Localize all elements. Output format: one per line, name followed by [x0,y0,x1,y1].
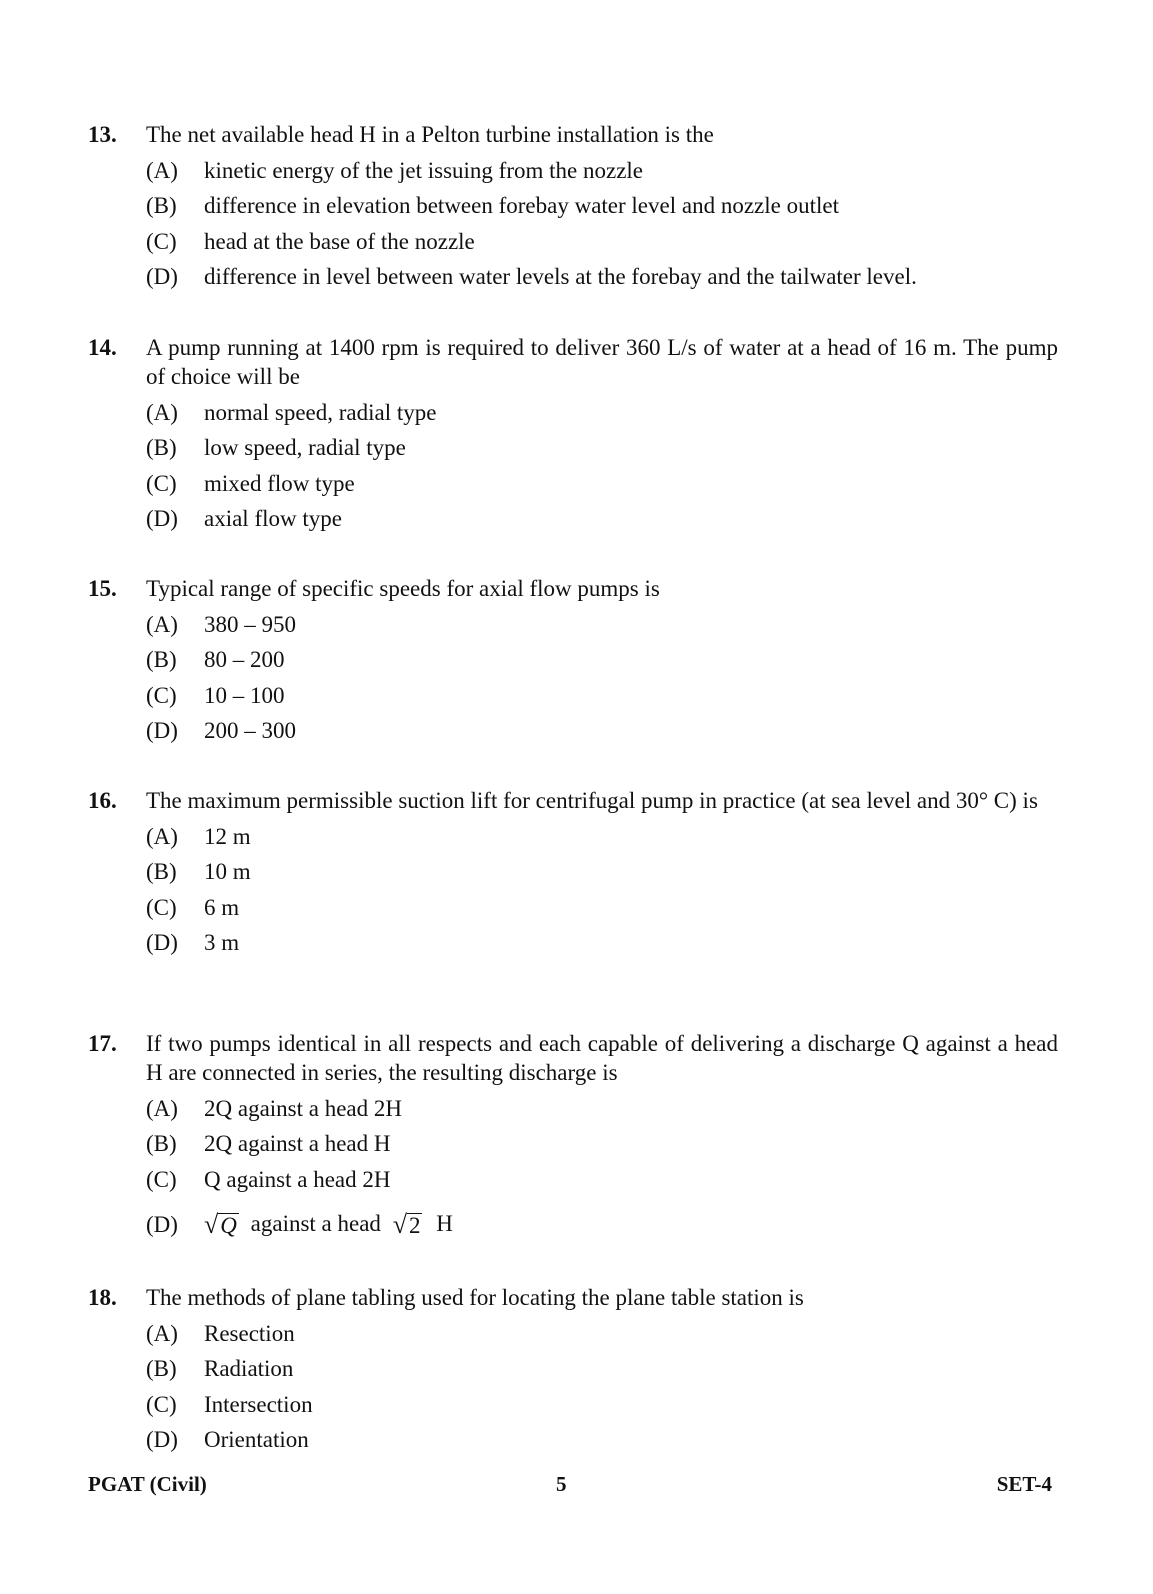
question-number: 18. [88,1285,117,1310]
question-17 [88,1029,1058,1252]
options-list [146,395,1058,537]
option-b [146,1352,1058,1388]
option-a [146,1091,1058,1127]
option-text: 380 – 950 [204,611,296,637]
option-label: (D) [146,264,178,290]
option-a [146,153,1058,189]
option-text: Orientation [204,1427,309,1453]
option-label: (A) [146,823,178,849]
option-label: (A) [146,399,178,425]
option-label: (A) [146,1095,178,1121]
radical-icon: √ [392,1210,407,1240]
square-root-2 [393,1212,423,1238]
option-text: kinetic energy of the jet issuing from the nozzle [204,157,643,183]
option-label: (C) [146,894,177,920]
option-a [146,819,1058,855]
option-text: difference in level between water levels at the forebay and the tailwater level. [204,264,917,290]
option-c [146,466,1058,502]
option-text: Intersection [204,1391,313,1417]
option-text: normal speed, radial type [204,399,437,425]
option-text: Q against a head 2H [204,1166,391,1192]
question-18 [88,1283,1058,1458]
option-b [146,189,1058,225]
option-label: (C) [146,1391,177,1417]
option-label: (B) [146,1131,177,1157]
question-text: The net available head H in a Pelton turbine installation is the [146,122,714,147]
option-label: (D) [146,718,178,744]
question-text: If two pumps identical in all respects and each capable of delivering a discharge Q against a head H are connected in series, the resulting discharge is [146,1031,1058,1085]
options-list [146,607,1058,749]
option-text: 10 m [204,859,251,885]
option-b [146,431,1058,467]
question-number: 13. [88,122,117,147]
option-text [204,1211,1058,1239]
option-d [146,714,1058,750]
option-label: (A) [146,1320,178,1346]
option-text: 3 m [204,930,240,956]
option-text: mixed flow type [204,470,355,496]
option-c [146,224,1058,260]
options-list [146,1316,1058,1458]
option-c [146,890,1058,926]
question-text: Typical range of specific speeds for axial flow pumps is [146,576,660,601]
radicand: 2 [408,1213,421,1239]
footer-set-code: SET-4 [996,1472,1052,1496]
option-text: 80 – 200 [204,647,285,673]
question-15 [88,574,1058,749]
option-suffix: H [436,1210,453,1236]
option-text: 2Q against a head 2H [204,1095,402,1121]
question-number: 14. [88,335,117,360]
option-label: (B) [146,859,177,885]
option-text: 6 m [204,894,240,920]
options-list [146,819,1058,961]
option-d [146,1198,1058,1252]
option-text: 10 – 100 [204,682,285,708]
footer-exam-name: PGAT (Civil) [88,1472,207,1496]
radical-icon: √ [204,1210,219,1240]
option-text: axial flow type [204,506,342,532]
options-list [146,153,1058,295]
page-number: 5 [556,1472,567,1496]
option-label: (A) [146,611,178,637]
option-a [146,395,1058,431]
option-label: (C) [146,228,177,254]
option-a [146,607,1058,643]
question-text: The methods of plane tabling used for locating the plane table station is [146,1285,804,1310]
option-d [146,926,1058,962]
option-c [146,678,1058,714]
option-label: (B) [146,193,177,219]
question-text: The maximum permissible suction lift for centrifugal pump in practice (at sea level and 30° C) is [146,788,1038,813]
option-b [146,855,1058,891]
option-label: (D) [146,1427,178,1453]
option-middle-text: against a head [250,1210,381,1236]
option-text: 200 – 300 [204,718,296,744]
option-label: (C) [146,682,177,708]
square-root-q [204,1212,239,1238]
option-text: low speed, radial type [204,435,406,461]
option-b [146,1127,1058,1163]
radicand: Q [220,1213,237,1239]
option-label: (A) [146,157,178,183]
question-number: 17. [88,1031,117,1056]
option-c [146,1387,1058,1423]
question-text: A pump running at 1400 rpm is required to deliver 360 L/s of water at a head of 16 m. The pump of choice will be [146,335,1058,389]
question-16 [88,786,1058,961]
option-label: (D) [146,1211,178,1237]
option-text: head at the base of the nozzle [204,228,475,254]
option-text: 12 m [204,823,251,849]
option-d [146,502,1058,538]
option-label: (C) [146,1166,177,1192]
option-label: (B) [146,435,177,461]
option-label: (B) [146,1356,177,1382]
question-14 [88,333,1058,537]
option-text: Radiation [204,1356,294,1382]
option-label: (C) [146,470,177,496]
option-text: 2Q against a head H [204,1131,391,1157]
option-b [146,643,1058,679]
option-text: difference in elevation between forebay water level and nozzle outlet [204,193,839,219]
option-d [146,260,1058,296]
option-label: (D) [146,506,178,532]
option-label: (D) [146,930,178,956]
question-number: 15. [88,576,117,601]
options-list [146,1091,1058,1252]
question-13 [88,120,1058,295]
option-text: Resection [204,1320,295,1346]
question-number: 16. [88,788,117,813]
option-a [146,1316,1058,1352]
option-d [146,1423,1058,1459]
option-c [146,1162,1058,1198]
page-footer [88,1472,1052,1500]
option-label: (B) [146,647,177,673]
